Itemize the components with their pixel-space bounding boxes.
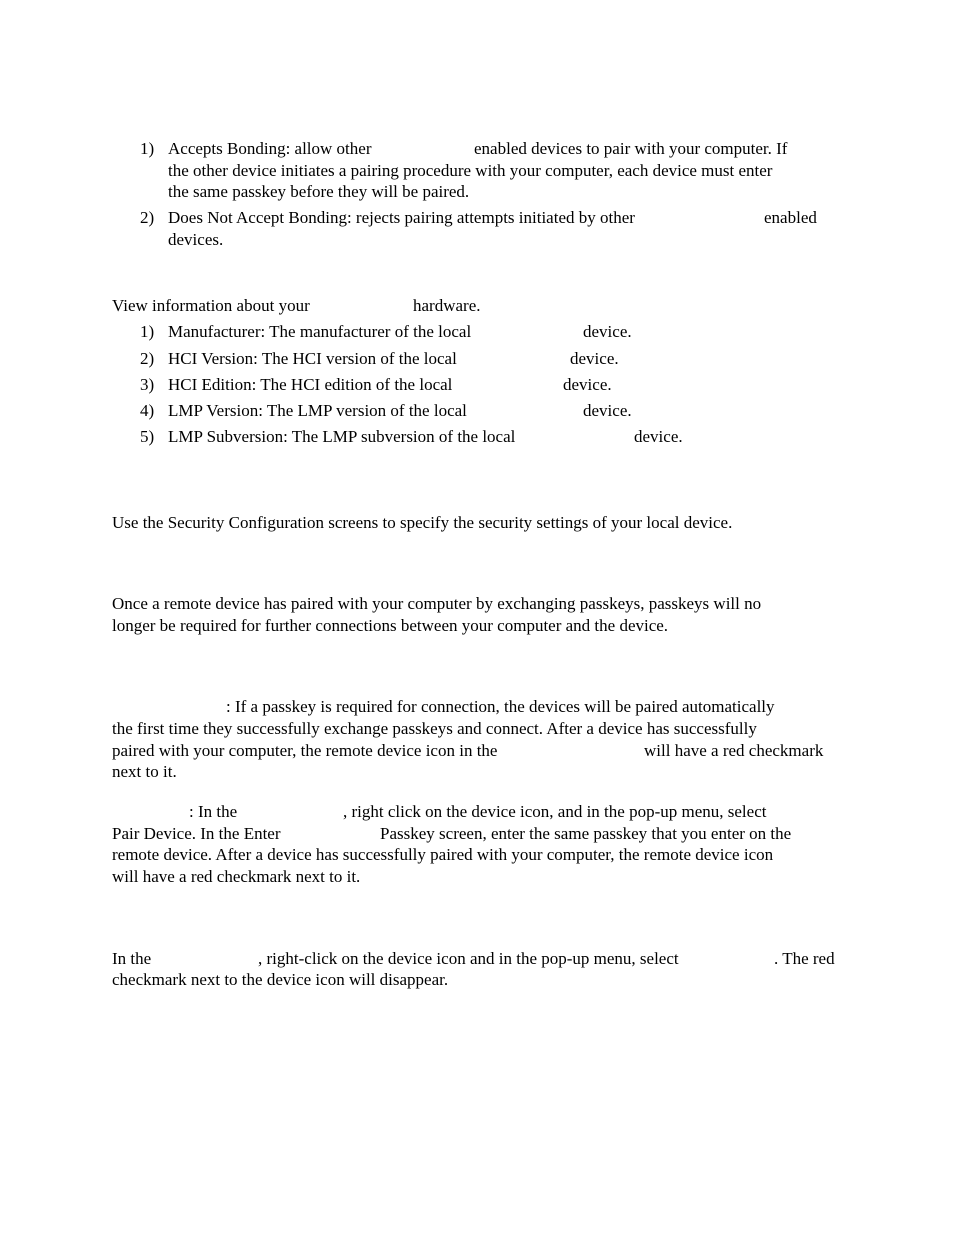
manual-pair-line: Pair Device. In the Enter: [112, 824, 281, 843]
manual-pair-line: remote device. After a device has successfully paired with your computer, the remote device icon: [112, 845, 774, 864]
list-number: 5): [140, 427, 155, 446]
list-item-text: Accepts Bonding: allow other: [168, 139, 372, 158]
hardware-item-text: HCI Version: The HCI version of the local: [168, 349, 457, 368]
list-item-text: the other device initiates a pairing procedure with your computer, each device must enter: [168, 161, 773, 180]
hardware-intro: View information about your: [112, 296, 310, 315]
list-number: 1): [140, 322, 155, 341]
pairing-paragraph-line: longer be required for further connections between your computer and the device.: [112, 616, 669, 635]
list-number: 4): [140, 401, 155, 420]
list-item-text: enabled: [764, 208, 817, 227]
auto-pair-line: will have a red checkmark: [644, 741, 824, 760]
auto-pair-line: the first time they successfully exchange passkeys and connect. After a device has successfully: [112, 719, 757, 738]
hardware-item-suffix: device.: [634, 427, 683, 446]
manual-pair-line: Passkey screen, enter the same passkey that you enter on the: [380, 824, 792, 843]
hardware-item-suffix: device.: [563, 375, 612, 394]
hardware-item-text: LMP Version: The LMP version of the local: [168, 401, 467, 420]
auto-pair-line: : If a passkey is required for connection, the devices will be paired automatically: [226, 697, 775, 716]
unpair-line: . The red: [774, 949, 835, 968]
auto-pair-line: paired with your computer, the remote device icon in the: [112, 741, 498, 760]
list-number: 1): [140, 139, 155, 158]
hardware-item-text: LMP Subversion: The LMP subversion of the local: [168, 427, 516, 446]
hardware-item-text: HCI Edition: The HCI edition of the local: [168, 375, 453, 394]
auto-pair-line: next to it.: [112, 762, 177, 781]
manual-pair-line: : In the: [189, 802, 238, 821]
unpair-line: checkmark next to the device icon will disappear.: [112, 970, 449, 989]
hardware-item-suffix: device.: [570, 349, 619, 368]
list-number: 2): [140, 349, 155, 368]
list-item-text: Does Not Accept Bonding: rejects pairing attempts initiated by other: [168, 208, 635, 227]
hardware-item-text: Manufacturer: The manufacturer of the local: [168, 322, 472, 341]
manual-pair-line: , right click on the device icon, and in the pop-up menu, select: [343, 802, 767, 821]
hardware-item-suffix: device.: [583, 322, 632, 341]
pairing-paragraph-line: Once a remote device has paired with your computer by exchanging passkeys, passkeys will no: [112, 594, 762, 613]
security-paragraph: Use the Security Configuration screens to specify the security settings of your local device.: [112, 513, 733, 532]
list-item-text: the same passkey before they will be paired.: [168, 182, 470, 201]
hardware-item-suffix: device.: [583, 401, 632, 420]
list-number: 3): [140, 375, 155, 394]
unpair-line: , right-click on the device icon and in the pop-up menu, select: [258, 949, 679, 968]
list-item-text: enabled devices to pair with your computer. If: [474, 139, 788, 158]
list-item-text: devices.: [168, 230, 224, 249]
manual-pair-line: will have a red checkmark next to it.: [112, 867, 361, 886]
list-number: 2): [140, 208, 155, 227]
hardware-intro: hardware.: [413, 296, 481, 315]
unpair-line: In the: [112, 949, 152, 968]
